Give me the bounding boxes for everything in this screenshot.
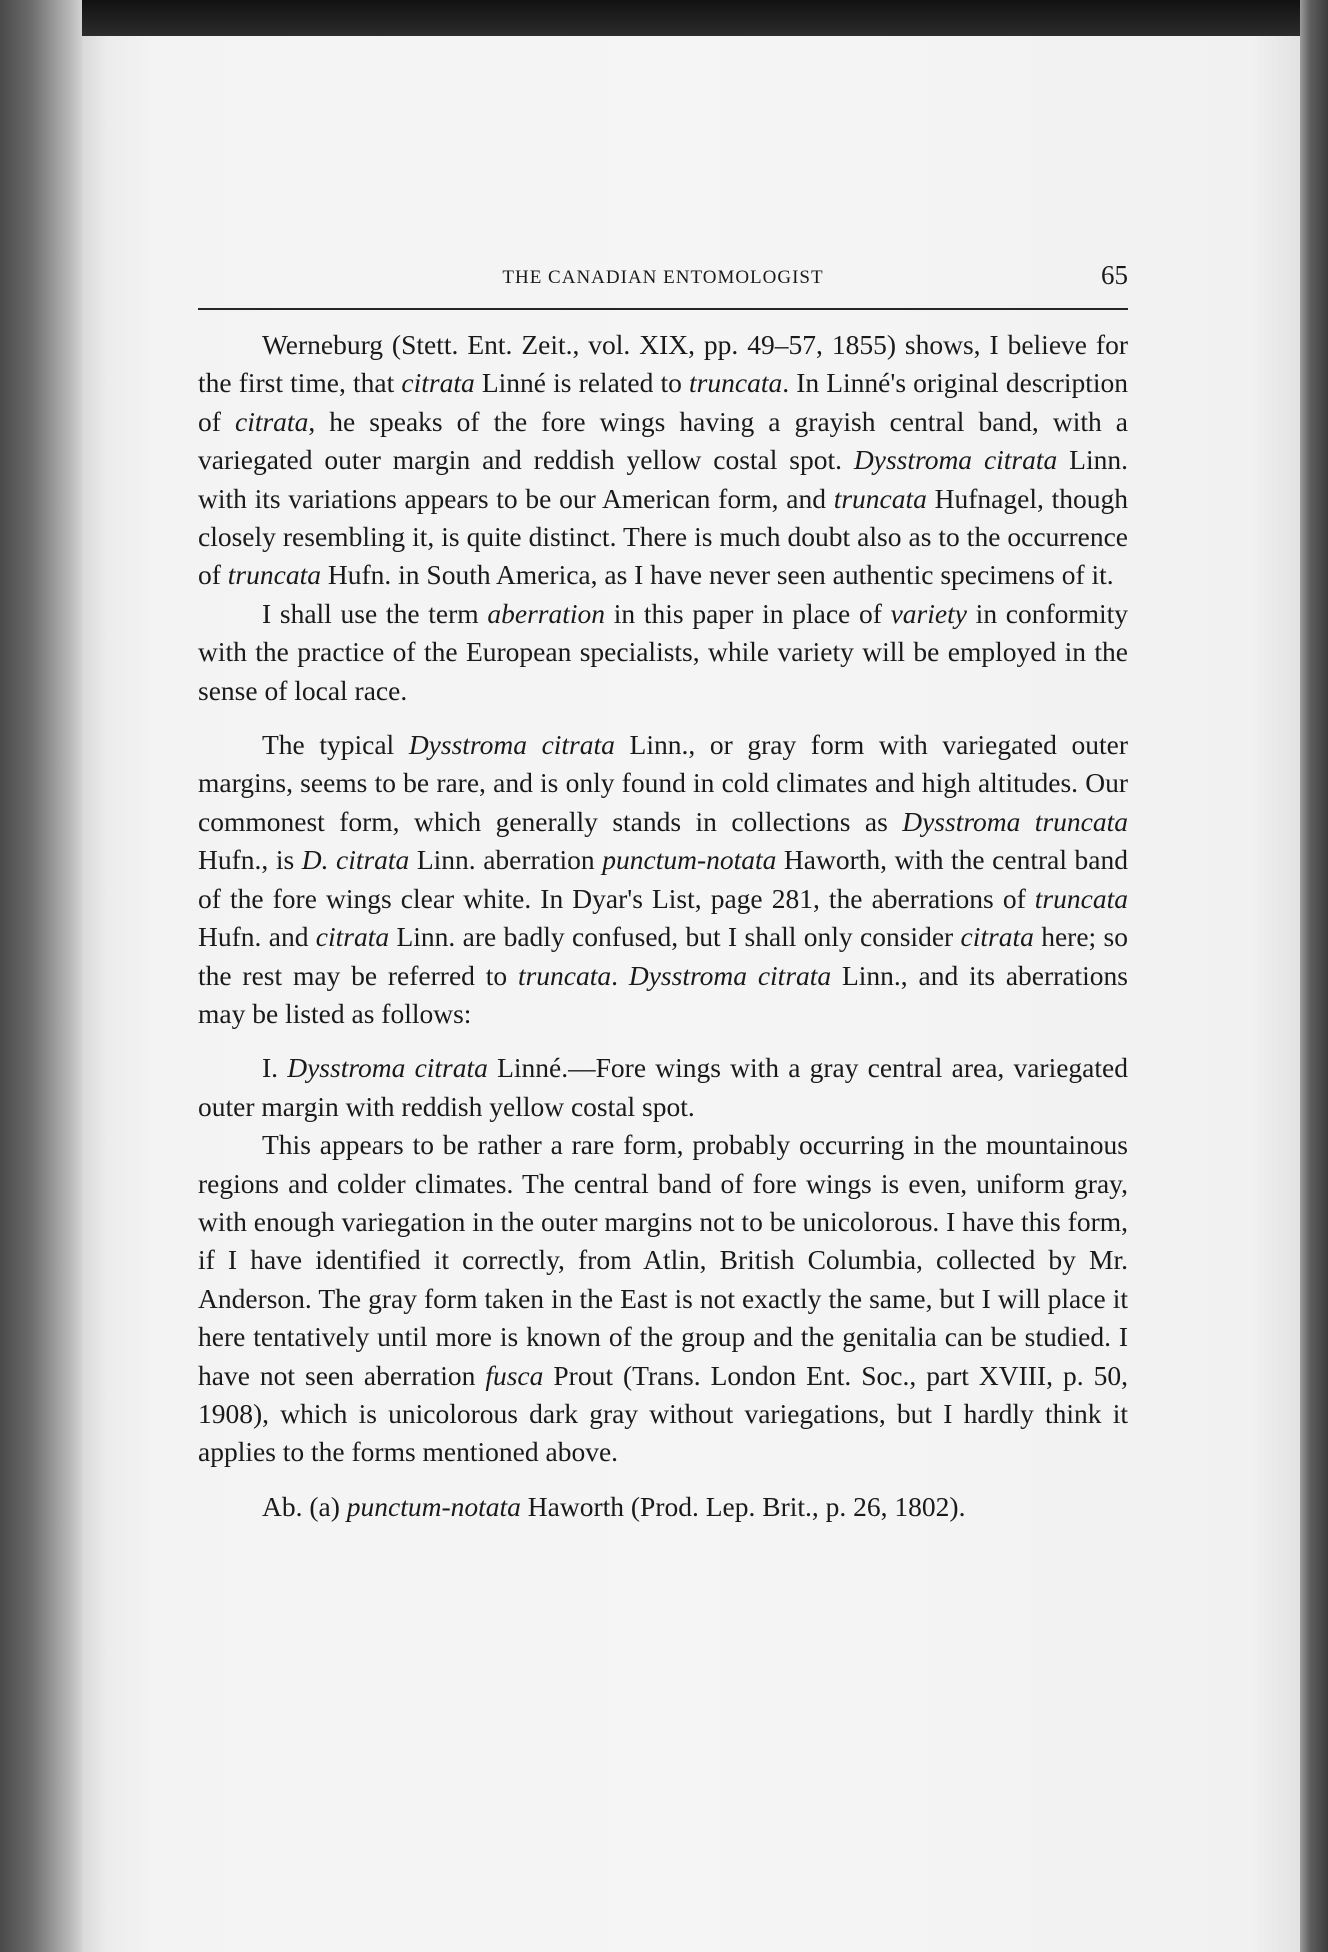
taxon-name: truncata xyxy=(1034,882,1128,914)
taxon-name: Dysstroma citrata xyxy=(287,1052,488,1084)
text-run: Linné is related to xyxy=(474,367,690,399)
taxon-name: Dysstroma truncata xyxy=(902,805,1129,837)
text-run: This appears to be rather a rare form, probably occurring in the mountainous regions and colder climates. The central band of fore wings is even, uniform gray, with enough variegation in the outer margins not to be unicolorous. I have this form, if I have identified it correctly, from Atlin, British Columbia, collected by Mr. Anderson. The gray form taken in the East is not exactly the same, but I will place it here tentatively until more is known of the group and the genitalia can be studied. I have not seen aberration xyxy=(198,1129,1128,1391)
article-body xyxy=(198,326,1128,1526)
text-run: . xyxy=(611,959,629,991)
taxon-name: fusca xyxy=(485,1359,544,1391)
text-run: Linn., or gray form with variegated outer margins, seems to be rare, and is only found in cold climates and high altitudes. Our commonest form, which generally stands in collections as xyxy=(198,729,1128,837)
text-run: . In Linné's original description of xyxy=(198,367,1129,437)
text-run: Linn. aberration xyxy=(409,844,603,876)
text-run: Linné.—Fore wings with a gray central area, variegated outer margin with reddish yellow costal spot. xyxy=(198,1052,1128,1122)
taxon-name: citrata xyxy=(960,921,1034,953)
taxon-name: punctum-notata xyxy=(602,844,777,876)
running-header xyxy=(198,258,1128,310)
term: variety xyxy=(890,597,967,629)
paragraph-typical-form xyxy=(198,726,1128,1033)
taxon-name: truncata xyxy=(227,559,321,591)
taxon-name: Dysstroma citrata xyxy=(408,729,615,761)
text-run: Haworth, with the central band of the fore wings clear white. In Dyar's List, page 281, the aberrations of xyxy=(198,844,1128,914)
text-run: Prout (Trans. London Ent. Soc., part XVIII, p. 50, 1908), which is unicolorous dark gray without variegations, but I hardly think it applies to the forms mentioned above. xyxy=(198,1359,1128,1468)
text-run: Linn. with its variations appears to be our American form, and xyxy=(198,444,1128,514)
paragraph-aberration-a xyxy=(198,1488,1128,1526)
text-run: Ab. (a) xyxy=(262,1490,347,1522)
taxon-name: truncata xyxy=(689,367,783,399)
paragraph-form-one xyxy=(198,1049,1128,1126)
journal-title: THE CANADIAN ENTOMOLOGIST xyxy=(502,267,824,288)
taxon-name: citrata xyxy=(315,921,390,953)
paragraph-form-one-notes xyxy=(198,1126,1128,1472)
paragraph-terminology xyxy=(198,595,1128,710)
text-run: , he speaks of the fore wings having a grayish central band, with a variegated outer margin and reddish yellow costal spot. xyxy=(198,405,1128,476)
text-run: Werneburg (Stett. Ent. Zeit., vol. XIX, pp. 49–57, 1855) shows, I believe for the first time, that xyxy=(198,329,1128,399)
taxon-name: citrata xyxy=(234,405,309,437)
text-run: Hufnagel, though closely resembling it, is quite distinct. There is much doubt also as to the occurrence of xyxy=(198,482,1129,591)
text-run: Haworth (Prod. Lep. Brit., p. 26, 1802). xyxy=(520,1490,966,1522)
taxon-name: punctum-notata xyxy=(346,1490,521,1522)
text-run: Hufn. in South America, as I have never seen authentic specimens of it. xyxy=(321,559,1114,591)
book-right-edge xyxy=(1300,0,1328,1952)
text-run: Linn. are badly confused, but I shall only consider xyxy=(389,921,961,953)
text-run: Hufn., is xyxy=(198,844,302,876)
text-run: Linn., and its aberrations may be listed as follows: xyxy=(198,959,1129,1029)
page-content xyxy=(198,258,1128,1526)
taxon-name: Dysstroma citrata xyxy=(628,959,832,991)
taxon-name: truncata xyxy=(833,482,927,514)
text-run: I. xyxy=(262,1052,288,1084)
term: aberration xyxy=(487,597,606,629)
text-run: in this paper in place of xyxy=(605,597,891,629)
text-run: here; so the rest may be referred to xyxy=(198,921,1128,991)
text-run: I shall use the term xyxy=(262,597,488,629)
taxon-name: Dysstroma citrata xyxy=(853,444,1058,476)
scan-top-border xyxy=(0,0,1328,36)
text-run: The typical xyxy=(262,729,409,761)
taxon-name: D. citrata xyxy=(301,844,410,876)
paragraph-werneburg xyxy=(198,326,1128,595)
taxon-name: citrata xyxy=(401,367,475,399)
text-run: in conformity with the practice of the European specialists, while variety will be employed in the sense of local race. xyxy=(198,597,1128,706)
book-gutter-shadow xyxy=(0,0,82,1952)
taxon-name: truncata xyxy=(517,959,612,991)
page-number: 65 xyxy=(1101,260,1128,290)
text-run: Hufn. and xyxy=(198,921,316,953)
